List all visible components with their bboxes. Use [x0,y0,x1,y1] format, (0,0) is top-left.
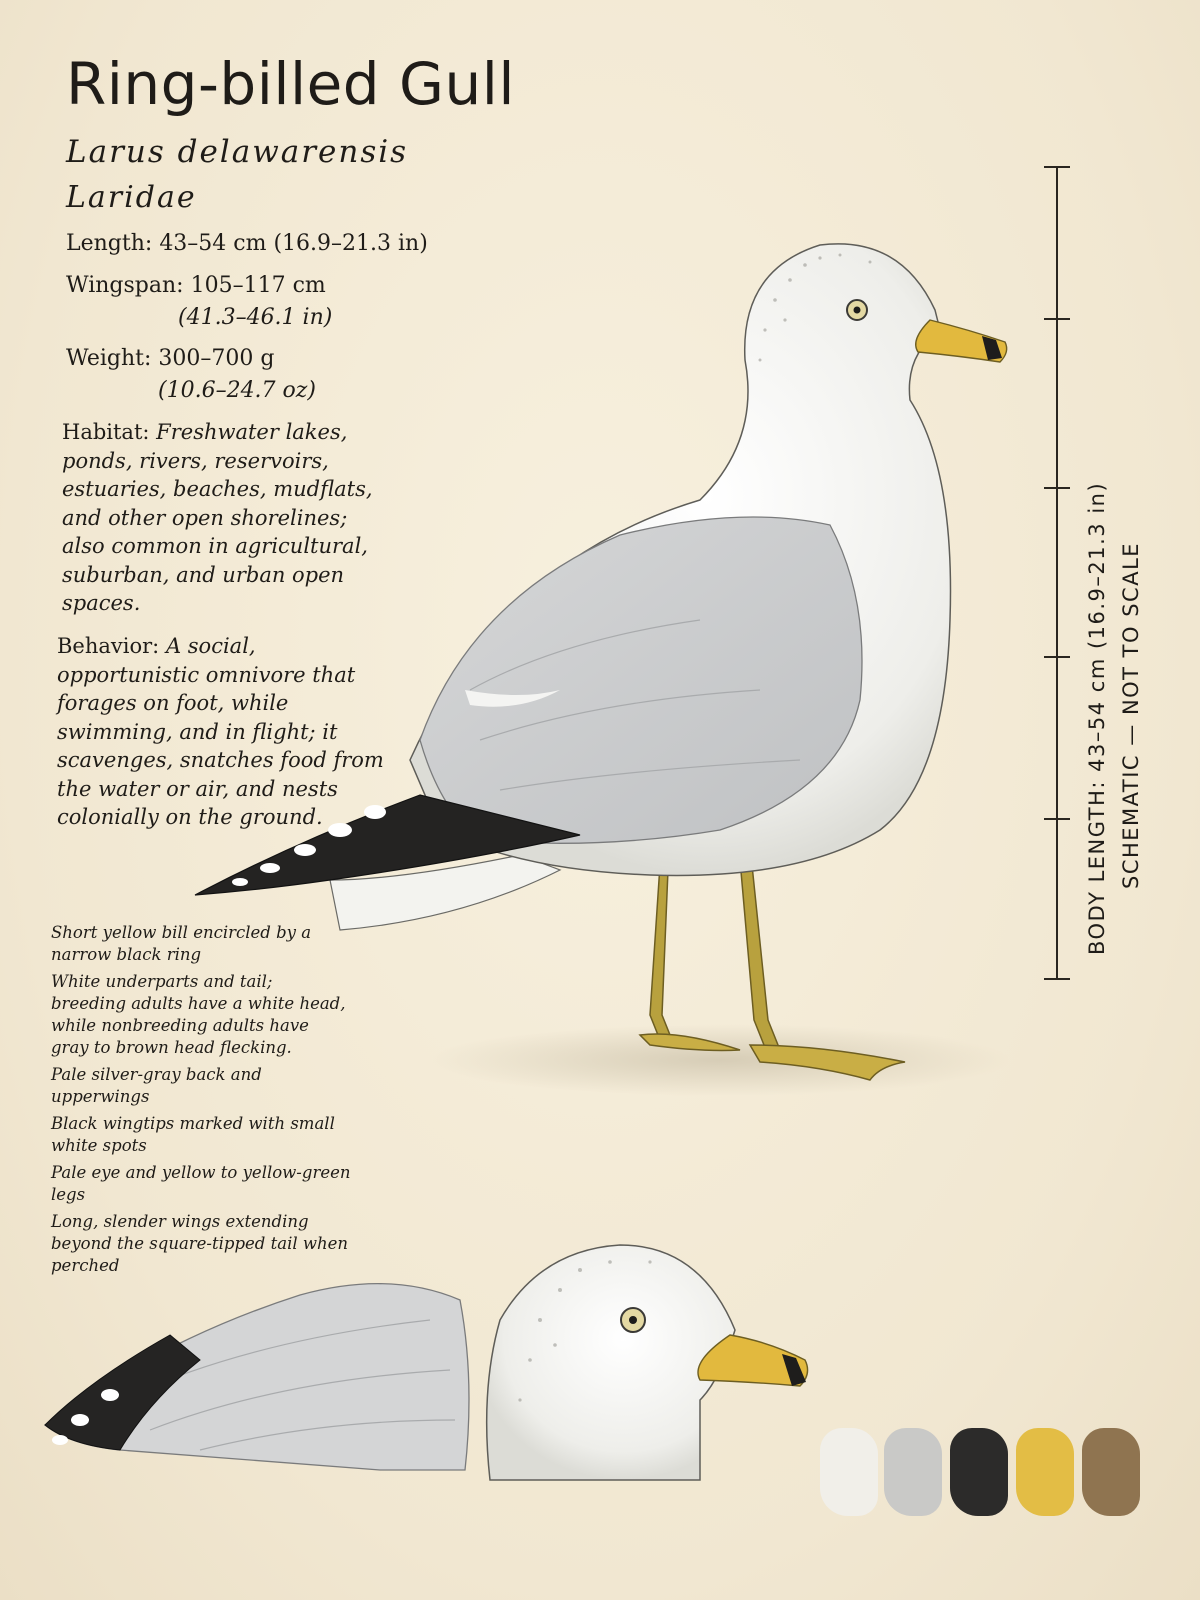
swatch-yellow [1016,1428,1074,1516]
scale-label-length: BODY LENGTH: 43–54 cm (16.9–21.3 in) [1085,481,1109,955]
wingspan-value: 105–117 cm [190,273,326,298]
swatch-white [820,1428,878,1516]
scale-label [1080,482,1148,955]
swatch-black [950,1428,1008,1516]
weight-value-imperial: (10.6–24.7 oz) [158,378,316,403]
habitat-label: Habitat: [62,420,150,444]
scale-tick [1044,166,1070,168]
wingspan-value-imperial: (41.3–46.1 in) [178,305,333,330]
trait-item: Black wingtips marked with small white spots [51,1114,335,1155]
habitat-paragraph [62,418,382,618]
weight-value: 300–700 g [158,346,275,371]
trait-item: Long, slender wings extending beyond the square-tipped tail when perched [51,1212,349,1275]
scientific-name: Larus delawarensis [66,134,409,170]
scale-tick [1044,487,1070,489]
wing-detail [45,1284,469,1470]
behavior-text: A social, opportunistic omnivore that forages on foot, while swimming, and in flight; it scavenges, snatches food from the water or air, and nests colonially on the ground. [57,634,384,829]
length-value: 43–54 cm (16.9–21.3 in) [159,231,428,256]
swatch-brown [1082,1428,1140,1516]
trait-item: Pale silver-gray back and upperwings [51,1065,262,1106]
family-name: Laridae [66,180,197,215]
trait-item: White underparts and tail; breeding adults have a white head, while nonbreeding adults have gray to brown head flecking. [51,972,346,1057]
behavior-label: Behavior: [57,634,160,658]
behavior-paragraph [57,632,402,832]
length-fact [66,228,428,260]
weight-fact [66,343,316,407]
scale-tick [1044,318,1070,320]
head-detail [487,1245,808,1480]
length-label: Length: [66,231,153,256]
scale-tick [1044,978,1070,980]
ground-shadow [430,1024,1010,1096]
trait-item: Short yellow bill encircled by a narrow black ring [51,923,312,964]
habitat-text: Freshwater lakes, ponds, rivers, reservoirs, estuaries, beaches, mudflats, and other open shorelines; also common in agricultural, suburban, and urban open spaces. [62,420,373,615]
wingspan-label: Wingspan: [66,273,184,298]
common-name: Ring-billed Gull [66,50,515,118]
scale-bar [1056,166,1058,980]
scale-label-note: SCHEMATIC — NOT TO SCALE [1119,541,1143,889]
scale-tick [1044,656,1070,658]
color-swatches [820,1428,1150,1528]
wingspan-fact [66,270,332,334]
weight-label: Weight: [66,346,152,371]
swatch-gray [884,1428,942,1516]
trait-item: Pale eye and yellow to yellow-green legs [51,1163,351,1204]
scale-tick [1044,818,1070,820]
identification-traits [51,922,351,1282]
